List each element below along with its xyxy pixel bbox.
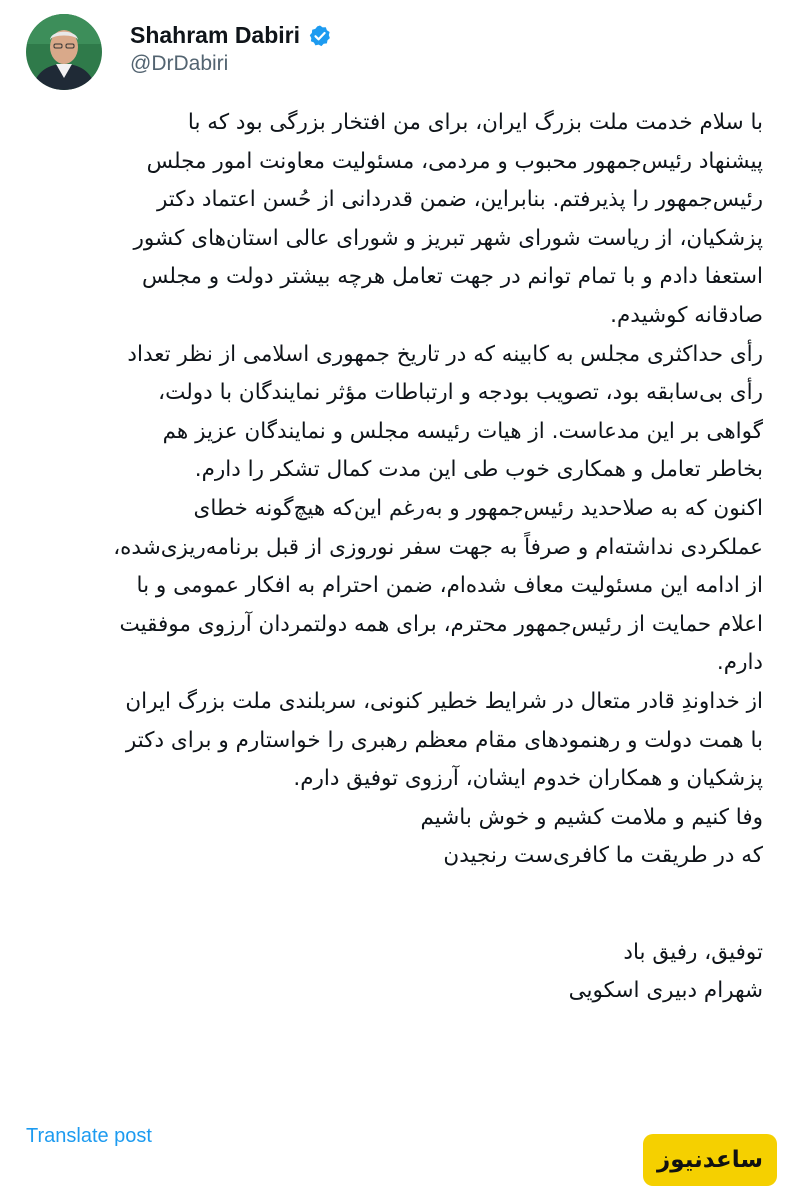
post-line: رأی حداکثری مجلس به کابینه که در تاریخ جمهوری اسلامی از نظر تعداد <box>127 341 763 367</box>
post-line: پزشکیان و همکاران خدوم ایشان، آرزوی توفیق دارم. <box>293 766 763 792</box>
post-line: اکنون که به صلاحدید رئیس‌جمهور و به‌رغم این‌که هیچ‌گونه خطای <box>193 495 763 521</box>
post-line: از خداوندِ قادر متعال در شرایط خطیر کنونی، سربلندی ملت بزرگ ایران <box>125 688 763 714</box>
display-name[interactable]: Shahram Dabiri <box>130 22 300 48</box>
user-handle[interactable]: @DrDabiri <box>130 52 229 75</box>
post-line: با همت دولت و رهنمودهای مقام معظم رهبری را خواستارم و برای دکتر <box>125 727 763 753</box>
post-line: پیشنهاد رئیس‌جمهور محبوب و مردمی، مسئولیت معاونت امور مجلس <box>146 148 763 174</box>
post-line: استعفا دادم و با تمام توانم در جهت تعامل هرچه بیشتر دولت و مجلس <box>141 264 763 290</box>
post-line: اعلام حمایت از رئیس‌جمهور محترم، برای همه دولتمردان آرزوی موفقیت <box>119 611 763 637</box>
post-line: با سلام خدمت ملت بزرگ ایران، برای من افتخار بزرگی بود که با <box>187 110 763 135</box>
post-line: عملکردی نداشته‌ام و صرفاً به جهت سفر نوروزی از قبل برنامه‌ریزی‌شده، <box>113 534 763 560</box>
post-line: که در طریقت ما کافری‌ست رنجیدن <box>443 843 763 869</box>
post-line: رئیس‌جمهور را پذیرفتم. بنابراین، ضمن قدردانی از حُسن اعتماد دکتر <box>156 187 763 213</box>
post-line: دارم. <box>716 650 763 676</box>
post-line: بخاطر تعامل و همکاری خوب طی این مدت کمال تشکر را دارم. <box>194 457 763 483</box>
verified-badge-icon <box>308 24 332 48</box>
avatar[interactable] <box>26 14 102 90</box>
post-signature: شهرام دبیری اسکویی <box>568 978 763 1004</box>
post-line: رأی بی‌سابقه بود، تصویب بودجه و ارتباطات مؤثر نمایندگان با دولت، <box>158 380 763 406</box>
watermark-logo: ساعدنیوز <box>643 1134 777 1186</box>
name-row <box>130 22 332 49</box>
post-line: از ادامه این مسئولیت معاف شده‌ام، ضمن احترام به افکار عمومی و با <box>136 573 763 599</box>
post-blank-line <box>28 876 763 934</box>
post-signoff: توفیق، رفیق باد <box>623 939 763 965</box>
post-line: وفا کنیم و ملامت کشیم و خوش باشیم <box>420 804 763 830</box>
avatar-image <box>26 14 102 90</box>
post-text <box>28 104 763 1011</box>
post-line: گواهی بر این مدعاست. از هیات رئیسه مجلس و نمایندگان عزیز هم <box>162 418 763 444</box>
post-line: صادقانه کوشیدم. <box>610 302 763 328</box>
translate-post-link[interactable]: Translate post <box>26 1125 152 1147</box>
post-header <box>0 0 791 96</box>
post-line: پزشکیان، از ریاست شورای شهر تبریز و شورای عالی استان‌های کشور <box>133 225 763 251</box>
